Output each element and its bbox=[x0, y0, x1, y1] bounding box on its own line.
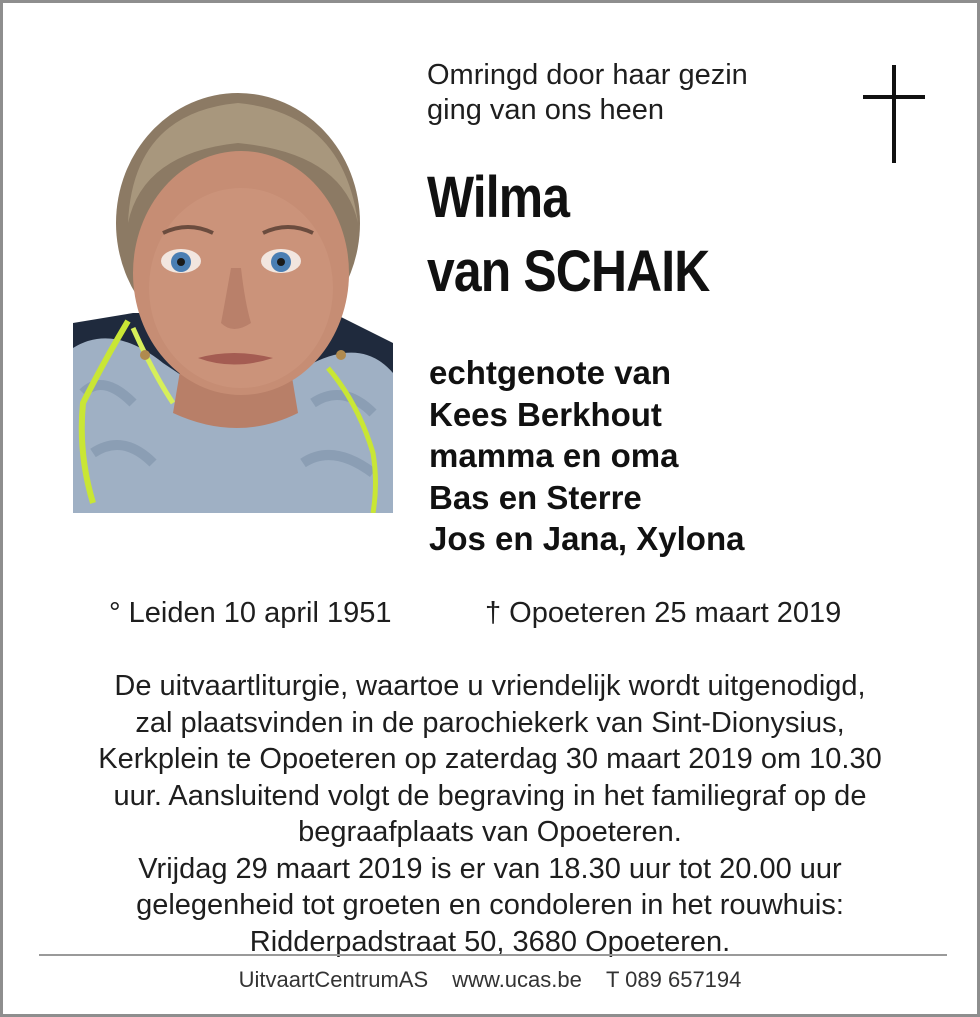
family-line: mamma en oma bbox=[429, 437, 679, 474]
details-line: begraafplaats van Opoeteren. bbox=[298, 816, 682, 848]
details-line: De uitvaartliturgie, waartoe u vriendelijk wordt uitgenodigd, bbox=[114, 670, 866, 702]
details-line: uur. Aansluitend volgt de begraving in het familiegraf op de bbox=[113, 779, 867, 812]
family-line: echtgenote van bbox=[429, 354, 672, 391]
life-dates bbox=[3, 593, 977, 633]
family-line: Jos en Jana, Xylona bbox=[429, 520, 745, 557]
funeral-details bbox=[3, 668, 977, 960]
first-name: Wilma bbox=[427, 165, 570, 230]
funeral-company: UitvaartCentrumAS bbox=[238, 967, 429, 992]
family-line: Kees Berkhout bbox=[429, 395, 662, 433]
footer-divider bbox=[39, 954, 947, 956]
intro-text bbox=[427, 58, 748, 128]
details-line: Kerkplein te Opoeteren op zaterdag 30 maart 2019 om 10.30 bbox=[98, 743, 882, 775]
details-line: Vrijdag 29 maart 2019 is er van 18.30 uur tot 20.00 uur bbox=[138, 852, 842, 885]
birth-date: ° Leiden 10 april 1951 bbox=[109, 597, 392, 629]
intro-line: Omringd door haar gezin bbox=[427, 59, 748, 91]
last-name: van SCHAIK bbox=[427, 239, 710, 304]
phone-number: T 089 657194 bbox=[606, 967, 742, 992]
website-link[interactable]: www.ucas.be bbox=[452, 967, 582, 992]
intro-line: ging van ons heen bbox=[427, 94, 665, 126]
details-line: gelegenheid tot groeten en condoleren in het rouwhuis: bbox=[136, 889, 844, 921]
details-line: Ridderpadstraat 50, 3680 Opoeteren. bbox=[249, 925, 731, 958]
details-line: zal plaatsvinden in de parochiekerk van Sint-Dionysius, bbox=[135, 706, 845, 739]
portrait-illustration bbox=[73, 73, 393, 513]
family-line: Bas en Sterre bbox=[429, 478, 642, 516]
cross-icon bbox=[863, 65, 925, 163]
death-date: † Opoeteren 25 maart 2019 bbox=[485, 597, 842, 629]
deceased-name bbox=[427, 161, 755, 309]
footer bbox=[3, 965, 977, 995]
portrait-photo bbox=[73, 73, 393, 513]
family-list bbox=[429, 352, 744, 560]
